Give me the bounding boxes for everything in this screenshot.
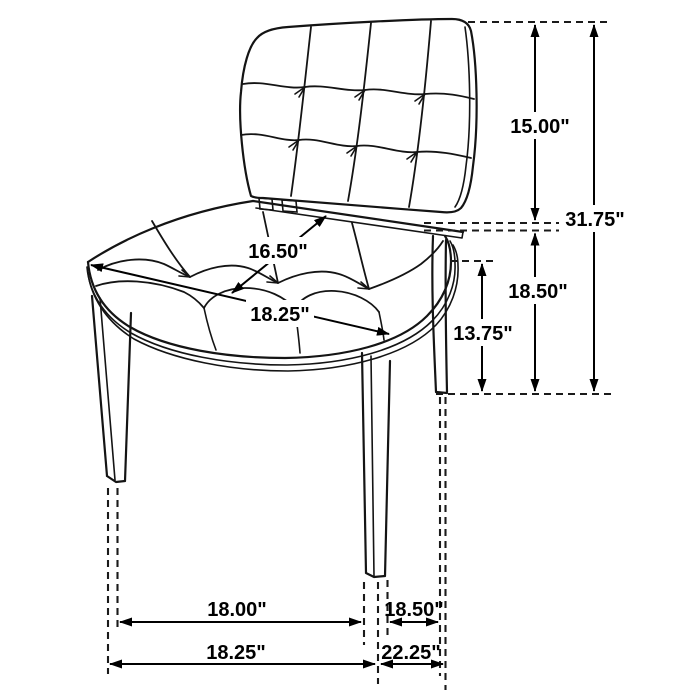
rail-bottom-line [256,208,463,238]
seat-back-edge [88,201,253,262]
dim-label-side-leg-spread: 18.50" [384,599,444,621]
front-right-leg [362,353,390,577]
backrest-outline [240,19,477,212]
chair-legs [92,236,447,577]
seat-tuft-pinch-marks [179,270,369,289]
seat-front-bump [96,281,204,308]
seat-front-crease [379,312,384,340]
backrest-tuft-seam-vertical [409,21,431,207]
rear-right-leg [432,236,447,393]
seat-front-crease [204,308,216,350]
dim-label-floor-to-seat-back: 18.50" [508,281,568,303]
backrest-edge-inner-line [455,27,470,207]
chair-seat [87,201,458,371]
backrest-tuft-seam-vertical [291,27,311,196]
dimension-labels [206,112,629,664]
dim-label-front-leg-spread: 18.00" [207,599,267,621]
seat-back-column-seam [152,221,190,277]
seat-back-column-seam [352,223,369,289]
dim-label-overall-depth: 22.25" [381,642,441,664]
dim-label-floor-to-seat-side: 13.75" [453,323,513,345]
backrest-tuft-seam-horizontal [243,83,474,99]
dim-label-seat-surface-depth: 16.50" [248,241,308,263]
chair-backrest [240,19,477,212]
dim-label-overall-width: 18.25" [206,642,266,664]
dim-label-overall-height: 31.75" [565,209,625,231]
dim-label-backrest-height: 15.00" [510,116,570,138]
backrest-tuft-seam-vertical [348,23,371,201]
chair-drawing [87,19,477,577]
dim-label-seat-surface-width: 18.25" [250,304,310,326]
